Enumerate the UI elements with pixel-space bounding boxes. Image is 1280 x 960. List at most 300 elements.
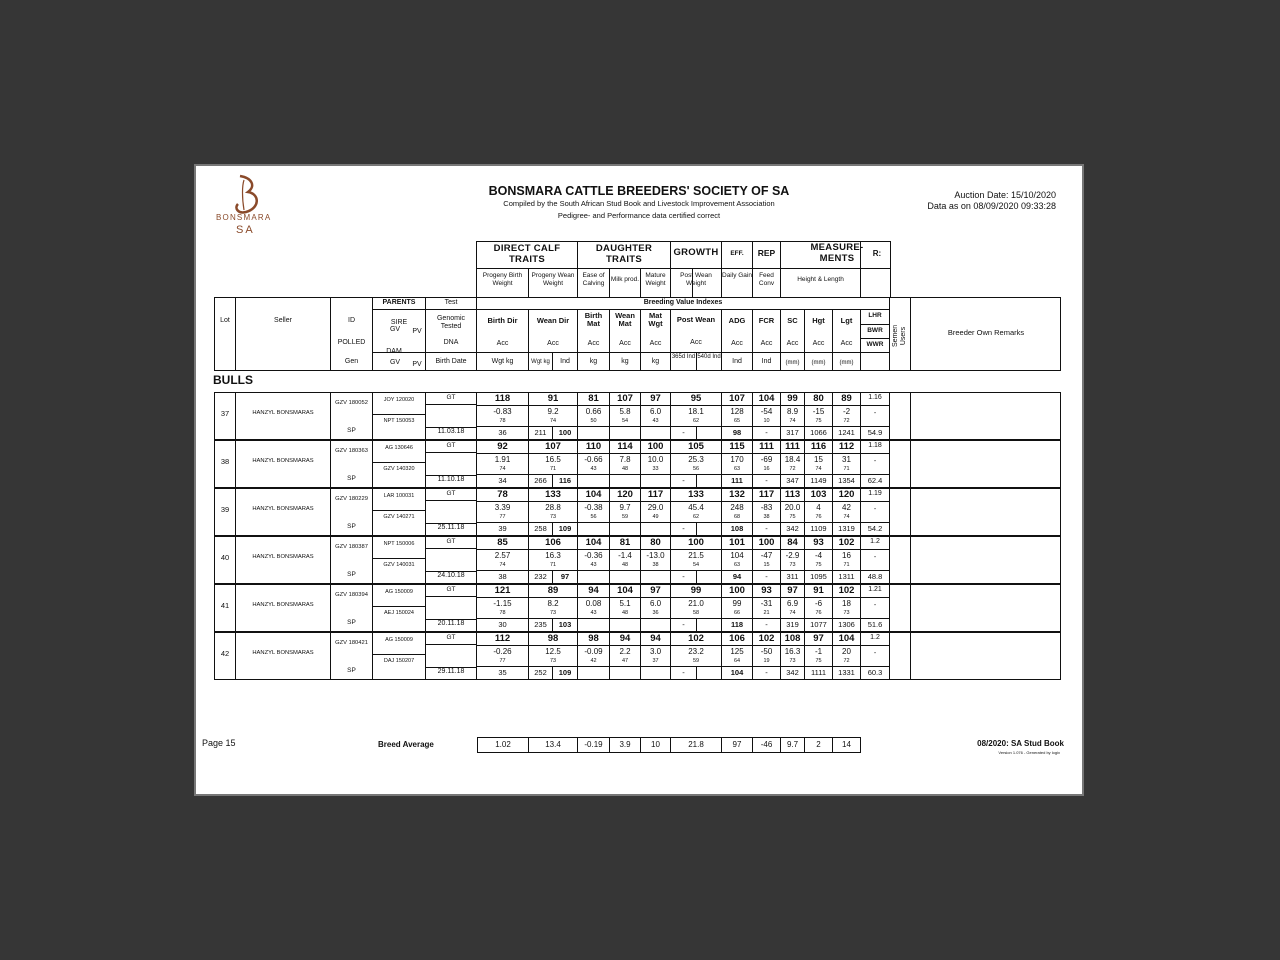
- footer-version: Version 1.076 - Generated by logix: [998, 750, 1060, 755]
- bv-index: 80: [813, 393, 824, 404]
- lot-number: 38: [220, 457, 230, 466]
- breed-average-value: 2: [804, 737, 833, 753]
- animal-id: GZV 180363: [335, 448, 368, 454]
- ebv-value: 6.0: [649, 599, 662, 608]
- unit-ind: Ind: [560, 358, 570, 365]
- breed-average-label: Breed Average: [378, 740, 434, 749]
- ebv-value: 128: [730, 407, 744, 416]
- col-id: ID: [348, 317, 355, 324]
- ebv-value: 12.5: [545, 647, 561, 656]
- ebv-value: 25.3: [688, 455, 704, 464]
- col-mat-wgt: Mat Wgt: [648, 311, 663, 328]
- weight-value: 211: [534, 428, 547, 437]
- accuracy: 10: [763, 418, 770, 424]
- ebv-value: -2.9: [785, 551, 800, 560]
- breed-average-value: 10: [640, 737, 671, 753]
- bv-index: 110: [585, 441, 602, 452]
- accuracy: 63: [733, 466, 741, 472]
- seller-name: HANZYL BONSMARAS: [252, 650, 314, 656]
- ebv-value: 8.9: [786, 407, 799, 416]
- ebv-value: -54: [760, 407, 773, 416]
- col-genomic: Genomic Tested: [436, 315, 465, 330]
- test-gt: GT: [446, 394, 456, 401]
- weight-value: 311: [786, 572, 799, 581]
- weight-value: 258: [534, 524, 547, 533]
- ebv-value: -0.36: [584, 551, 603, 560]
- col-dam: DAM: [386, 348, 402, 355]
- ebv-value: 8.2: [547, 599, 559, 608]
- group-direct-calf: DIRECT CALF TRAITS: [493, 243, 561, 265]
- bv-index: 115: [729, 441, 745, 452]
- col-sc: SC: [787, 316, 798, 325]
- accuracy: 74: [815, 466, 822, 472]
- ebv-value: 16.5: [545, 455, 561, 464]
- accuracy: 38: [652, 562, 659, 568]
- bv-index: 104: [617, 585, 633, 596]
- bv-index: 102: [838, 585, 855, 596]
- bv-index: 121: [494, 585, 511, 596]
- birth-date: 25.11.18: [437, 524, 465, 531]
- accuracy: 74: [789, 418, 796, 424]
- col-birth-dir: Birth Dir: [487, 316, 518, 325]
- col-birth-mat: Birth Mat: [584, 311, 603, 328]
- dam-id: GZV 140320: [383, 466, 415, 472]
- accuracy: 66: [733, 610, 741, 616]
- polled-status: SP: [347, 427, 356, 434]
- col-bwr: BWR: [867, 327, 883, 334]
- accuracy: 48: [621, 610, 629, 616]
- weight-value: -: [765, 620, 768, 629]
- weight-value: 1109: [810, 524, 827, 533]
- ebv-value: 2.2: [619, 647, 631, 656]
- weight-value: -: [765, 668, 768, 677]
- bv-index: 97: [813, 633, 824, 644]
- ebv-value: 18.4: [784, 455, 801, 464]
- unit-wgt-kg-small: Wgt kg: [531, 359, 550, 365]
- bv-index: 81: [619, 537, 631, 548]
- weight-value: 36: [498, 428, 507, 437]
- ebv-value: -1: [814, 647, 823, 656]
- ratio-lhr: 1.18: [868, 442, 882, 449]
- ebv-value: 16: [842, 551, 851, 560]
- col-sire: SIRE: [390, 319, 408, 326]
- accuracy: 73: [549, 658, 557, 664]
- weight-value: 94: [732, 572, 742, 581]
- bv-index: 91: [547, 393, 559, 404]
- weight-value: 347: [786, 476, 799, 485]
- group-daughter: DAUGHTER TRAITS: [595, 243, 653, 265]
- weight-value: 1111: [810, 668, 826, 677]
- weight-value: 1149: [810, 476, 827, 485]
- weight-value: 98: [732, 428, 742, 437]
- sub-daily-gain: Daily Gain: [722, 272, 752, 279]
- bv-index: 93: [813, 537, 824, 548]
- accuracy: 75: [789, 514, 796, 520]
- weight-value: 317: [786, 428, 799, 437]
- accuracy: 56: [590, 514, 597, 520]
- lot-number: 40: [220, 553, 230, 562]
- unit-365d: 365d Ind: [671, 354, 696, 360]
- accuracy: 15: [763, 562, 770, 568]
- polled-status: SP: [347, 619, 356, 626]
- accuracy: 37: [652, 658, 659, 664]
- bv-index: 89: [841, 393, 852, 404]
- accuracy: 75: [815, 562, 822, 568]
- section-bulls: BULLS: [213, 373, 253, 387]
- ratio-lhr: 1.19: [868, 490, 882, 497]
- group-rep: REP: [757, 248, 776, 258]
- bv-index: 132: [729, 489, 745, 500]
- col-dam-gv: GV: [389, 359, 401, 366]
- accuracy: 74: [843, 514, 850, 520]
- ebv-value: 248: [730, 503, 744, 512]
- bv-index: 111: [785, 441, 800, 452]
- accuracy: 77: [499, 658, 506, 664]
- col-semen-users: Semen Users: [892, 324, 907, 347]
- bv-index: 80: [650, 537, 661, 548]
- weight-value: 97: [560, 572, 570, 581]
- sub-progeny-birth: Progeny Birth Weight: [482, 272, 523, 287]
- ebv-value: -15: [812, 407, 825, 416]
- weight-value: 1066: [810, 428, 827, 437]
- ebv-value: -0.09: [584, 647, 603, 656]
- accuracy: 71: [843, 562, 850, 568]
- accuracy: 74: [499, 562, 506, 568]
- breed-average-value: 14: [832, 737, 861, 753]
- polled-status: SP: [347, 523, 356, 530]
- col-breeding-value-indexes: Breeding Value Indexes: [643, 299, 723, 306]
- accuracy: 33: [652, 466, 659, 472]
- ebv-value: 9.2: [547, 407, 559, 416]
- sire-id: LAR 100031: [383, 493, 415, 499]
- lot-number: 37: [220, 409, 230, 418]
- bv-index: 103: [810, 489, 827, 500]
- bv-index: 108: [784, 633, 801, 644]
- bv-index: 104: [758, 393, 775, 404]
- accuracy: 64: [733, 658, 741, 664]
- bv-index: 102: [688, 633, 704, 644]
- ratio-lhr: 1.2: [870, 634, 880, 641]
- sub-height-length: Height & Length: [797, 276, 844, 283]
- accuracy: 76: [815, 610, 822, 616]
- test-gt: GT: [446, 442, 456, 449]
- bv-index: 97: [650, 585, 661, 596]
- ebv-value: 99: [732, 599, 742, 608]
- weight-value: -: [765, 524, 768, 533]
- breed-average-value: 3.9: [609, 737, 641, 753]
- bv-index: 118: [494, 393, 511, 404]
- bv-index: 104: [838, 633, 855, 644]
- test-gt: GT: [446, 490, 456, 497]
- weight-value: -: [765, 476, 768, 485]
- bv-index: 98: [547, 633, 559, 644]
- ratio-bwr: -: [873, 650, 877, 657]
- unit-ind: Ind: [732, 358, 742, 365]
- group-r: R:: [872, 249, 882, 258]
- accuracy: 38: [763, 514, 770, 520]
- bv-index: 112: [838, 441, 855, 452]
- col-fcr: FCR: [758, 316, 775, 325]
- ratio-wwr: 60.3: [867, 668, 883, 677]
- ratio-bwr: -: [873, 506, 877, 513]
- ratio-lhr: 1.16: [868, 394, 882, 401]
- accuracy: 49: [652, 514, 659, 520]
- breed-average-value: -46: [752, 737, 781, 753]
- weight-value: 38: [498, 572, 507, 581]
- bv-index: 133: [545, 489, 561, 500]
- weight-value: 232: [534, 572, 547, 581]
- accuracy: 71: [549, 562, 557, 568]
- catalogue-page: [196, 166, 1082, 794]
- ebv-value: 1.91: [494, 455, 511, 464]
- ebv-value: 23.2: [688, 647, 704, 656]
- accuracy: 73: [549, 514, 557, 520]
- col-acc: Acc: [587, 340, 600, 347]
- col-lot: Lot: [220, 317, 230, 324]
- col-lhr: LHR: [868, 312, 882, 319]
- sire-id: JOY 120020: [383, 397, 415, 403]
- ratio-bwr: -: [873, 458, 877, 465]
- accuracy: 42: [590, 658, 597, 664]
- ebv-value: -1.4: [618, 551, 632, 560]
- accuracy: 72: [843, 658, 850, 664]
- weight-value: 103: [558, 620, 572, 629]
- accuracy: 71: [549, 466, 557, 472]
- weight-value: 1311: [838, 572, 855, 581]
- col-test: Test: [444, 299, 458, 306]
- ebv-value: 0.08: [585, 599, 602, 608]
- bv-index: 78: [497, 489, 508, 500]
- col-wwr: WWR: [866, 341, 884, 348]
- ebv-value: 29.0: [647, 503, 664, 512]
- accuracy: 75: [815, 658, 822, 664]
- animal-id: GZV 180394: [335, 592, 368, 598]
- ebv-value: 7.8: [619, 455, 631, 464]
- ebv-value: 3.0: [649, 647, 662, 656]
- weight-value: -: [682, 668, 685, 677]
- ebv-value: 42: [842, 503, 851, 512]
- ebv-value: 16.3: [545, 551, 561, 560]
- sub-progeny-wean: Progeny Wean Weight: [531, 272, 575, 287]
- ebv-value: 45.4: [688, 503, 704, 512]
- ratio-bwr: -: [873, 602, 877, 609]
- weight-value: 235: [534, 620, 547, 629]
- ebv-value: 28.8: [545, 503, 561, 512]
- seller-name: HANZYL BONSMARAS: [252, 554, 314, 560]
- weight-value: 1354: [838, 476, 855, 485]
- bv-index: 81: [588, 393, 599, 404]
- group-eff: EFF.: [730, 250, 744, 257]
- unit-ind: Ind: [761, 358, 772, 365]
- col-seller: Seller: [274, 317, 292, 324]
- auction-info: [927, 190, 1056, 212]
- col-sire-gv: GV: [389, 326, 401, 333]
- bv-index: 107: [729, 393, 745, 404]
- ratio-wwr: 54.2: [867, 524, 883, 533]
- data-as-on: Data as on 08/09/2020 09:33:28: [927, 201, 1056, 211]
- bv-index: 93: [761, 585, 772, 596]
- ratio-bwr: -: [873, 554, 877, 561]
- bv-index: 107: [617, 393, 633, 404]
- bv-index: 133: [688, 489, 704, 500]
- weight-value: -: [765, 428, 768, 437]
- ebv-value: 18: [842, 599, 851, 608]
- col-acc: Acc: [731, 340, 743, 347]
- bv-index: 120: [617, 489, 633, 500]
- bv-index: 102: [838, 537, 855, 548]
- ebv-value: -2: [842, 407, 851, 416]
- breed-average-value: -0.19: [577, 737, 610, 753]
- bv-index: 106: [545, 537, 561, 548]
- col-acc: Acc: [496, 340, 509, 347]
- ratio-wwr: 62.4: [867, 476, 883, 485]
- ratio-lhr: 1.21: [868, 586, 882, 593]
- animal-id: GZV 180421: [335, 640, 368, 646]
- ratio-wwr: 54.9: [867, 428, 883, 437]
- birth-date: 11.03.18: [437, 428, 465, 435]
- bv-index: 92: [497, 441, 508, 452]
- ebv-value: 5.1: [619, 599, 631, 608]
- weight-value: 1319: [838, 524, 855, 533]
- col-sire-pv: PV: [412, 328, 422, 335]
- bv-index: 100: [647, 441, 664, 452]
- accuracy: 43: [590, 610, 597, 616]
- unit-wgt-kg: Wgt kg: [491, 358, 514, 365]
- accuracy: 54: [621, 418, 629, 424]
- ebv-value: 31: [842, 455, 851, 464]
- footer-stud-book: 08/2020: SA Stud Book: [977, 739, 1064, 748]
- bv-index: 97: [650, 393, 661, 404]
- col-wean-dir: Wean Dir: [536, 316, 570, 325]
- sub-ease-calving: Ease of Calving: [582, 272, 605, 287]
- ebv-value: 0.66: [585, 407, 602, 416]
- accuracy: 65: [733, 418, 741, 424]
- accuracy: 62: [692, 418, 700, 424]
- col-acc: Acc: [786, 340, 799, 347]
- sire-id: AG 150009: [385, 589, 413, 595]
- ebv-value: 3.39: [494, 503, 511, 512]
- ebv-value: 6.9: [786, 599, 799, 608]
- bv-index: 100: [729, 585, 745, 596]
- weight-value: 252: [534, 668, 547, 677]
- accuracy: 63: [733, 562, 741, 568]
- accuracy: 72: [843, 418, 850, 424]
- ebv-value: 21.5: [688, 551, 704, 560]
- birth-date: 29.11.18: [437, 668, 465, 675]
- polled-status: SP: [347, 475, 356, 482]
- accuracy: 43: [590, 562, 597, 568]
- bv-index: 84: [787, 537, 798, 548]
- col-acc: Acc: [619, 340, 631, 347]
- bv-index: 104: [585, 489, 602, 500]
- ebv-value: 20: [842, 647, 851, 656]
- accuracy: 16: [763, 466, 770, 472]
- ebv-value: -31: [760, 599, 773, 608]
- polled-status: SP: [347, 667, 356, 674]
- ebv-value: -6: [814, 599, 823, 608]
- ebv-value: 20.0: [784, 503, 801, 512]
- accuracy: 73: [843, 610, 850, 616]
- weight-value: 266: [534, 476, 547, 485]
- weight-value: -: [682, 428, 685, 437]
- ebv-value: 5.8: [619, 407, 631, 416]
- sire-id: AG 150009: [385, 637, 413, 643]
- col-acc: Acc: [547, 340, 559, 347]
- col-gen: Gen: [344, 358, 359, 365]
- page-title: BONSMARA CATTLE BREEDERS' SOCIETY OF SA: [488, 184, 790, 198]
- breed-average-value: 97: [721, 737, 753, 753]
- bv-index: 112: [494, 633, 511, 644]
- breed-average-value: 1.02: [477, 737, 529, 753]
- group-measurements: MEASURE-MENTS: [810, 242, 864, 264]
- weight-value: 30: [498, 620, 507, 629]
- weight-value: 1241: [838, 428, 855, 437]
- ebv-value: -69: [760, 455, 773, 464]
- sub-milk-prod: Milk prod.: [610, 276, 640, 283]
- weight-value: 1306: [838, 620, 855, 629]
- accuracy: 73: [789, 562, 796, 568]
- bv-index: 91: [813, 585, 824, 596]
- birth-date: 20.11.18: [437, 620, 465, 627]
- accuracy: 58: [692, 610, 700, 616]
- accuracy: 54: [692, 562, 700, 568]
- bv-index: 106: [729, 633, 745, 644]
- accuracy: 74: [499, 466, 506, 472]
- logo-line1: BONSMARA: [216, 213, 272, 222]
- ebv-value: -0.26: [493, 647, 512, 656]
- ebv-value: 18.1: [688, 407, 704, 416]
- unit-mm: (mm): [785, 360, 800, 366]
- col-parents: PARENTS: [382, 299, 416, 306]
- unit-kg: kg: [621, 358, 629, 365]
- col-acc: Acc: [690, 339, 702, 346]
- accuracy: 47: [621, 658, 629, 664]
- test-gt: GT: [446, 538, 456, 545]
- accuracy: 75: [815, 418, 822, 424]
- weight-value: 118: [730, 620, 744, 629]
- weight-value: 1331: [838, 668, 855, 677]
- col-wean-mat: Wean Mat: [615, 311, 635, 328]
- accuracy: 43: [590, 466, 597, 472]
- weight-value: -: [682, 620, 685, 629]
- bv-index: 104: [585, 537, 602, 548]
- ebv-value: -13.0: [646, 551, 665, 560]
- weight-value: -: [682, 524, 685, 533]
- ebv-value: 170: [730, 455, 744, 464]
- bv-index: 116: [810, 441, 827, 452]
- ebv-value: -0.66: [584, 455, 603, 464]
- sub-mature-weight: Mature Weight: [645, 272, 666, 287]
- weight-value: 100: [558, 428, 572, 437]
- bv-index: 94: [588, 585, 599, 596]
- bv-index: 100: [688, 537, 704, 548]
- seller-name: HANZYL BONSMARAS: [252, 602, 314, 608]
- weight-value: 342: [786, 524, 799, 533]
- accuracy: 56: [692, 466, 700, 472]
- lot-number: 39: [220, 505, 230, 514]
- weight-value: 342: [786, 668, 799, 677]
- col-birth-date: Birth Date: [435, 358, 467, 365]
- accuracy: 59: [692, 658, 700, 664]
- col-breeder-remarks: Breeder Own Remarks: [947, 328, 1025, 337]
- bv-index: 89: [547, 585, 559, 596]
- ebv-value: 6.0: [649, 407, 662, 416]
- accuracy: 72: [789, 466, 796, 472]
- weight-value: 109: [558, 668, 572, 677]
- col-polled: POLLED: [337, 339, 366, 346]
- sire-id: AG 130646: [385, 445, 413, 451]
- ebv-value: 125: [730, 647, 744, 656]
